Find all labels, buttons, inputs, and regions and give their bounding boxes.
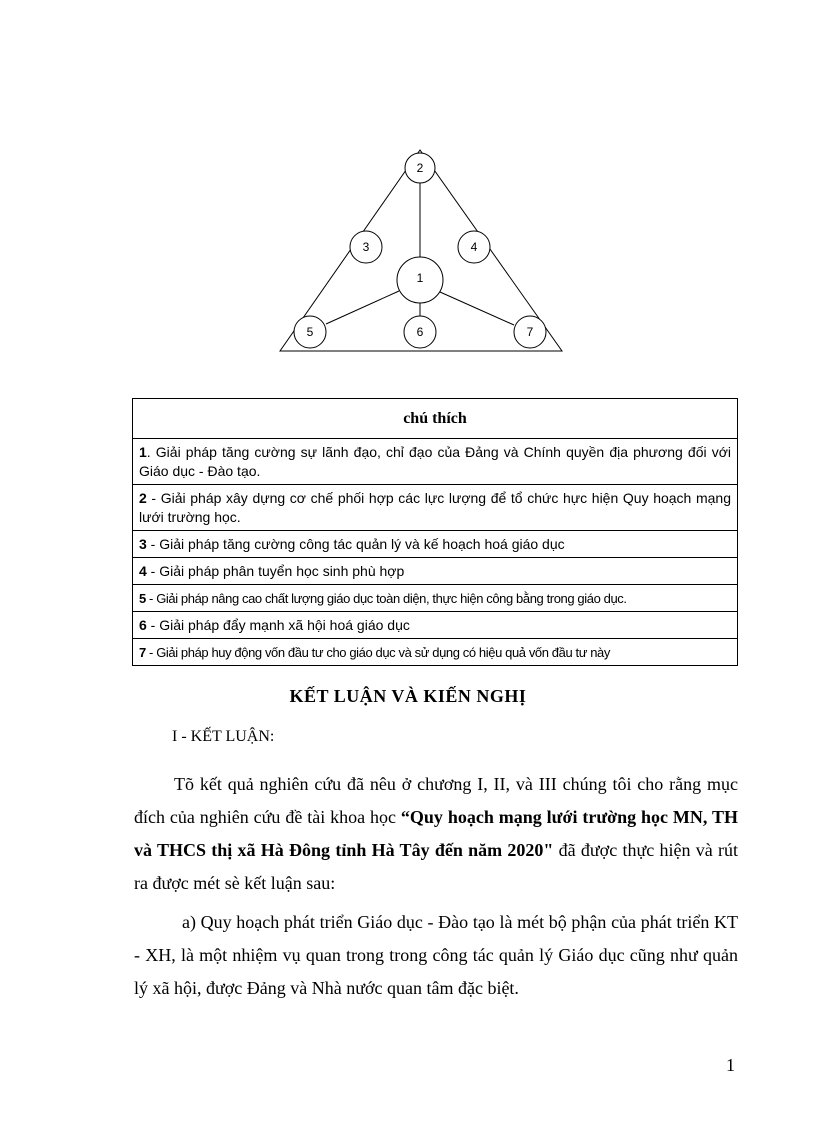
paragraph-text: đã được thực hiện và rút ra được mét sè kết luận sau:: [134, 840, 738, 893]
legend-text: - Giải pháp đẩy mạnh xã hội hoá giáo dục: [146, 617, 410, 633]
legend-row: [133, 585, 738, 612]
legend-num: 6: [139, 617, 147, 633]
legend-text: . Giải pháp tăng cường sự lãnh đạo, chỉ đạo của Đảng và Chính quyền địa phương đối với Giáo dục - Đào tạo.: [139, 444, 731, 479]
legend-table: [132, 398, 738, 666]
legend-text: - Giải pháp nâng cao chất lượng giáo dục toàn diện, thực hiện công bằng trong giáo dục.: [145, 591, 627, 606]
node-label: 4: [470, 240, 478, 254]
legend-num: 7: [139, 645, 146, 660]
node-6: [404, 316, 436, 348]
legend-num: 4: [139, 563, 147, 579]
legend-text: - Giải pháp tăng cường công tác quản lý và kế hoạch hoá giáo dục: [146, 536, 565, 552]
legend-row: [133, 612, 738, 639]
node-3: [350, 231, 382, 263]
legend-title: chú thích: [133, 399, 738, 439]
legend-num: 2: [139, 490, 147, 506]
node-label: 5: [306, 325, 314, 339]
legend-row: [133, 558, 738, 585]
paragraph-text: Tõ kết quả nghiên cứu đã nêu ở chương I, II, và III chúng tôi cho rằng mục đích của nghiên cứu đề tài khoa học: [134, 774, 738, 827]
node-5: [294, 316, 326, 348]
paragraph-intro: [134, 768, 738, 900]
node-label: 3: [362, 240, 370, 254]
node-label: 7: [526, 325, 534, 339]
legend-num: 1: [139, 444, 147, 460]
legend-num: 5: [139, 591, 146, 606]
legend-text: - Giải pháp phân tuyển học sinh phù hợp: [146, 563, 405, 579]
legend-text: - Giải pháp huy động vốn đầu tư cho giáo dục và sử dụng có hiệu quả vốn đầu tư này: [145, 645, 610, 660]
node-1: [397, 257, 443, 303]
node-label: 2: [416, 161, 424, 175]
legend-row: [133, 639, 738, 666]
legend-row: [133, 485, 738, 531]
legend-text: - Giải pháp xây dựng cơ chế phối hợp các lực lượng để tổ chức hực hiện Quy hoạch mạng lưới trường học.: [139, 490, 731, 525]
edge-1-7: [440, 292, 514, 325]
legend-num: 3: [139, 536, 147, 552]
node-2: [405, 153, 435, 183]
section-title: KẾT LUẬN VÀ KIẾN NGHỊ: [289, 686, 527, 706]
paragraph-conclusion-a: a) Quy hoạch phát triển Giáo dục - Đào tạo là mét bộ phận của phát triển KT - XH, là một nhiệm vụ quan trong trong công tác quản lý Giáo dục cũng như quản lý xã hội, được Đảng và Nhà nước quan tâm đặc biệt.: [134, 912, 738, 998]
section-subtitle: I - KẾT LUẬN:: [172, 728, 275, 745]
page-number: 1: [726, 1055, 735, 1075]
node-4: [458, 231, 490, 263]
edge-1-5: [326, 291, 399, 324]
node-label: 6: [416, 325, 424, 339]
research-title: “Quy hoạch mạng lưới trường học MN, TH và THCS thị xã Hà Đông tỉnh Hà Tây đến năm 2020": [134, 807, 738, 860]
node-7: [514, 316, 546, 348]
legend-row: [133, 439, 738, 485]
node-label: 1: [416, 271, 424, 285]
legend-row: [133, 531, 738, 558]
solutions-diagram: [270, 148, 570, 358]
